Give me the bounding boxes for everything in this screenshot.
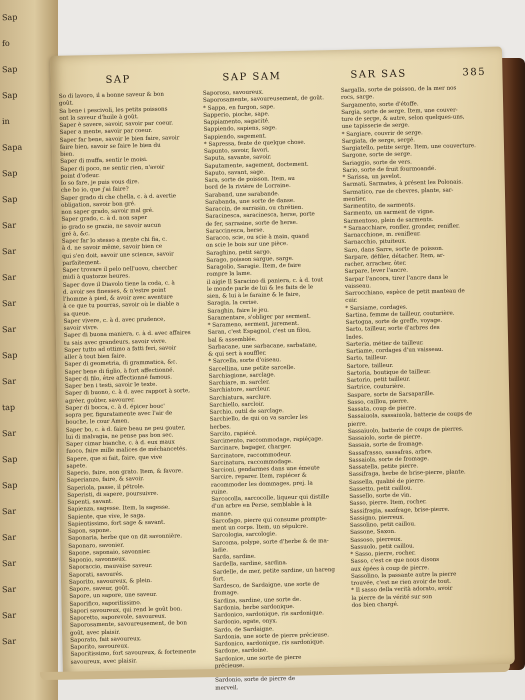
entry-line: Sarnacchio, pituiteux. [343, 238, 407, 247]
entry-line: Sarto, tailleur. [346, 355, 388, 363]
entry-line: Sartiame, cordages d'un vaisseau. [346, 346, 444, 355]
column-1 [58, 91, 196, 666]
page-number: 385 [462, 66, 487, 79]
entry-line: Saper trovare il pelo nell'uovo, chercher [62, 265, 178, 274]
entry-line: Sardelle, de mer, petite sardine, un hareng [212, 566, 336, 576]
entry-line: fort. [212, 576, 226, 583]
entry-line: Saracco, scie, ou scie à main, quand [205, 233, 309, 242]
entry-line: bien. [60, 151, 75, 158]
entry-line: Sardonia, herbe sardonique. [213, 603, 295, 612]
entry-line: aller à tout bien faire. [64, 353, 127, 361]
previous-page-fragment: Sar [1, 324, 17, 335]
entry-line: Sassaiola, sorte de fromage. [348, 455, 430, 464]
entry-line: Sargone, sorte de serge. [342, 151, 412, 160]
entry-line: * Sasso, pierre, rocher. [350, 550, 416, 558]
entry-line: Saragia, la cerise. [207, 299, 259, 308]
entry-line: Sarcimento, raccommodage, rapiéçage. [210, 436, 324, 445]
entry-line: Saper tutto ad ottimo a fatti feri, savoir [64, 345, 177, 354]
entry-line: l'homme à pied, & avoir avec aventure [63, 294, 173, 303]
previous-page-fragment: Sar [1, 532, 17, 543]
entry-line: * Sarameno, serment, jurement. [207, 320, 300, 329]
entry-line: Sapori savoureux, qui rend le goût bon. [69, 606, 183, 615]
entry-line: Saporoso, savoureux. [202, 89, 264, 97]
entry-line: Sassaia, sorte de fromage. [348, 441, 424, 450]
entry-line: Sarcellina, une petite sarcelle. [208, 364, 296, 373]
entry-line: Sarchiello, de qui on va sarcler les [209, 414, 308, 423]
entry-line: faire bien, savoir se faire le bien du [59, 142, 161, 151]
entry-line: Sarcito, rapiécé. [209, 430, 257, 438]
entry-line: Sarto, tailleur, sorte d'arbres des [345, 325, 440, 334]
entry-line: cuir. [345, 297, 358, 305]
entry-line: Saramentare, s'obliger par serment. [207, 313, 311, 322]
entry-line: Sarchiare, m. sarcler. [208, 379, 271, 387]
entry-line: * Sarnacchiare, ronfler, gronder, renifler. [343, 223, 460, 232]
entry-line: gré à, &c. [61, 230, 90, 238]
column-3 [340, 85, 477, 609]
entry-line: Sarmento, un sarment de vigne. [343, 209, 435, 218]
entry-line: Sarcire, reparer. Item, rapiécer & [210, 472, 307, 481]
entry-line: Saper bo, c. à d. faire beau ne peu gouter, [65, 424, 186, 434]
previous-page-edge [0, 0, 58, 700]
entry-line: * Sapressa, fente de quelque chose. [203, 139, 306, 148]
entry-line: Saspare, sorte de Sarsaparille. [347, 390, 435, 399]
entry-line: Sardesco, de Sardaigne, une sorte de [213, 581, 320, 590]
entry-line: obligation, savoir bon gré. [61, 200, 136, 209]
entry-line: de fer, sarrasine, sorte de herse. [205, 219, 298, 228]
entry-line: Saraghin, faire le jeu. [207, 306, 270, 315]
entry-line: Sassaiolo, sorte de pierre. [348, 434, 423, 442]
entry-line: Sassone, Saxon. [349, 529, 396, 537]
entry-line: Sapore, un sapore, une saveur. [69, 592, 158, 600]
entry-line: ruine. [211, 489, 229, 496]
previous-page-fragment: Sap [1, 480, 18, 491]
header-left: SAP [105, 74, 131, 86]
entry-line: Sarmati, Sarmates, à présent les Polonais. [342, 179, 464, 189]
entry-line: Sardella, sardine, sardina. [212, 560, 288, 568]
entry-line: Sapone, saponaio, savonnier. [68, 548, 151, 557]
entry-line: à d. ne savoir même, savoir bien ce [61, 243, 163, 253]
entry-line: Saper far lo stesso a mente chi fia, c. [61, 236, 168, 245]
header-middle: SAP SAM [222, 71, 282, 84]
entry-line: Sassatella, petite pierre. [348, 463, 419, 471]
entry-line: bord de la rivière de Lorraine. [204, 183, 291, 192]
entry-line: Sartina, femme de tailleur, couturière. [345, 310, 455, 319]
previous-page-fragment: tap [1, 402, 16, 413]
previous-page-fragment: Sar [1, 272, 17, 283]
previous-page-fragment: Sap [1, 64, 18, 75]
entry-line: Saracinesca, saracinesca, herse, porte [205, 211, 315, 221]
entry-line: fromage. [213, 590, 239, 597]
entry-line: Saper ben i testi, savoir le texte. [64, 381, 158, 390]
entry-line: * Sappa, en furgon, sape. [203, 103, 276, 112]
entry-line: ont la saveur d'huile à goût. [59, 113, 139, 122]
entry-line: Sassoso, pierreux. [350, 536, 403, 544]
entry-line: agréer, goûter, savourer. [65, 396, 136, 405]
entry-line: Sarago, poisson sargue, sarge. [206, 255, 294, 264]
entry-line: Saper vivere, c. à d. avec prudence, [63, 316, 166, 325]
entry-line: Saputa, savante, savoir. [204, 154, 272, 163]
entry-line: rompre la lame. [206, 271, 252, 279]
entry-line: Sasso, c'est ce que nous disons [350, 557, 440, 566]
entry-line: aux épées à coup de pierre. [350, 564, 430, 573]
entry-line: Saporito, savoureux. [70, 643, 130, 651]
entry-line: Indes. [345, 334, 364, 341]
entry-line: Sardonice, une sorte de pierre [214, 654, 302, 663]
entry-line: pierre. [347, 420, 367, 428]
entry-line: on scie le bois sur une pièce. [205, 241, 289, 250]
entry-line: Saran, c'est Espagnol, c'est un filou, [207, 327, 311, 337]
entry-line: Sarcinatura, raccommodage. [210, 458, 293, 467]
entry-line: Sarcocolla, sarcocolle, liqueur qui distille [211, 494, 330, 503]
previous-page-fragment: fo [1, 38, 10, 49]
entry-line: racher, arracher, ôter. [344, 260, 407, 268]
entry-line: Sartrice, couturière. [346, 383, 406, 392]
entry-line: sapete. [66, 463, 88, 470]
entry-line: racommoder les dommages, prej. la [210, 480, 313, 489]
previous-page-fragment: Sar [1, 376, 17, 387]
entry-line: Sarchiagione, sarclage. [208, 372, 276, 380]
entry-line: Saporosamente, savoureusement, de bon [69, 620, 188, 629]
entry-line: Sarmentito, de sarments. [343, 202, 416, 210]
entry-line: Saraccinesca, herse. [205, 227, 265, 235]
entry-line: Sartoria, boutique de tailleur. [346, 368, 431, 377]
entry-line: Saraghino, petit sargo. [206, 248, 272, 257]
entry-line: & qui sert à souffler. [208, 350, 267, 358]
entry-line: Sapientissimo, fort sage & savant. [67, 519, 166, 528]
entry-line: Saporosamente, savoureusement, de goût. [202, 95, 325, 105]
entry-line: Saper è savere, savoir, savoir par coeur. [59, 120, 174, 129]
entry-line: Sarrocchiano, espèce de petit manteau de [344, 288, 465, 297]
entry-line: Sappiendo, sapiens, sage. [203, 125, 277, 134]
entry-line: mentier. [343, 196, 367, 203]
entry-line: Sassello, sorte de vin. [349, 492, 412, 500]
entry-line: Sa bene i pescivoli, les petits poissons [59, 106, 168, 115]
entry-line: fuoco, faire mille malices de méchancetés. [66, 446, 188, 455]
entry-line: herbes. [209, 423, 232, 431]
entry-line: Saporitissimo, fort savoureux, & fortemente [70, 649, 196, 658]
entry-line: Saper dove il Diavolo tiene la coda, c. à [62, 279, 175, 289]
entry-line: Sapiente, que vive, le saga. [67, 512, 146, 521]
previous-page-fragment: Sar [1, 610, 17, 621]
entry-line: sa queue. [63, 310, 91, 318]
entry-line: Sarnacchione, m. renifleur. [343, 231, 421, 239]
entry-line: rocs, sarge. [340, 94, 375, 102]
entry-line: ture de serge, & autre, selon quelques-uns, [341, 114, 465, 123]
entry-line: à ce que tu pourras, savoir où le diable a [63, 301, 180, 311]
entry-line: ment un corps. Item, un sépulcre. [211, 523, 309, 532]
entry-line: Saper di muffa, sentir le moisi. [60, 157, 148, 166]
previous-page-fragment: Sar [1, 506, 17, 517]
entry-line: Sappiendo, sagement. [203, 132, 267, 141]
entry-line: Saper a mente, savoir par coeur. [59, 128, 153, 137]
column-2 [203, 88, 334, 692]
entry-line: Sardina, sardine, une sorte de. [213, 596, 302, 605]
entry-line: Sassata, coup de pierre. [347, 405, 417, 413]
entry-line: Sargamento, sorte d'étoffe. [341, 100, 419, 109]
entry-line: Saper di bocca, c. à d. épicer bouc' [65, 403, 165, 412]
entry-line: non saper grado, savoir mal gré. [61, 207, 154, 216]
entry-line: Sardo, de Sardaigne. [213, 625, 274, 634]
entry-line: Sardone, sardoine. [214, 647, 269, 655]
entry-line: Sassafrasso, sassafras, arbre. [348, 448, 433, 457]
previous-page-fragment: in [1, 116, 10, 127]
previous-page-fragment: Sap [1, 168, 18, 179]
entry-line: Saper di buono, c. à d. avec rapport à sorte, [65, 388, 191, 398]
entry-line: Sassaiuola, sassaiuola, batterie de coups de [347, 411, 473, 421]
entry-line: Sarchiatura, sarclure. [209, 393, 272, 402]
entry-line: * Sarissa, un javelot. [342, 173, 402, 181]
entry-line: Saporati, savourés. [68, 571, 124, 579]
entry-line: Sassifragia, saxifrage, brise-pierre. [349, 506, 450, 515]
entry-line: Sargiatello, petite serge. Item, une couverture. [341, 143, 477, 152]
entry-line: Sarcoma, polype, sorte d'herbe & de ma- [212, 537, 329, 547]
previous-page-fragment: Sar [1, 428, 17, 439]
entry-line: Saragolio, Saragie. Item, de faire [206, 262, 302, 271]
entry-line: So di lavoro, il a bonne saveur & bon [58, 91, 165, 100]
entry-line: Saper di buona maniera, c. à d. avec affaires [63, 330, 191, 340]
entry-line: Saponaro, savonier. [68, 542, 125, 550]
entry-line: Io so fare, je puis vous dire. [60, 179, 140, 187]
entry-line: Sassolino, la passante autre la pierre [350, 571, 457, 580]
entry-line: merveil. [215, 684, 239, 692]
entry-line: Sargiata, de serge, sergé. [341, 137, 416, 145]
entry-line: d. avoir ses finesses, & n'estre point [62, 287, 166, 296]
entry-line: Sarpar l'ancora, tirer l'ancre dans le [344, 274, 449, 283]
entry-line: Sarcologia, sarcologie. [212, 531, 277, 539]
entry-line: Saporaccio, mauvaise saveur. [68, 563, 153, 571]
entry-line: d'un arbre en Perse, semblable à la [211, 501, 312, 510]
entry-line: Saraband, une sarabande. [204, 190, 280, 199]
previous-page-fragment: Sap [1, 194, 18, 205]
entry-line: Sarbacane, une sarbacane, sarbatane, [208, 342, 317, 351]
entry-line: io grado se grazia, ne savoir aucun [61, 222, 162, 231]
entry-line: Saperianzo, faire, & savoir. [66, 476, 145, 484]
entry-line: Sasso, pierre. Item, rocher. [349, 499, 427, 508]
entry-line: Sarcioni, gendarmes dans une émeute [210, 465, 320, 474]
entry-line: Sapunto, savoir, favori. [203, 147, 270, 155]
entry-line: * Sarsiame, cordages. [345, 304, 408, 312]
entry-line: Saperisti, di sapere, poursuivre. [67, 490, 159, 499]
entry-line: Sardonio, sorte de pierre de [215, 676, 296, 684]
entry-line: Sassuolo, petit caillou. [350, 543, 415, 551]
entry-line: Sapienza, sagesse. Item, la sagesse. [67, 504, 171, 513]
entry-line: goût. [58, 100, 74, 108]
entry-line: tu sais avec grandeurs, savoir vivre. [63, 338, 167, 347]
entry-line: goût, avec plaisir. [70, 629, 121, 637]
previous-page-fragment: Sar [1, 558, 17, 569]
entry-line: Sartore, tailleur. [346, 362, 394, 370]
entry-line: Saper di poco, ne sentir rien, n'avoir [60, 164, 165, 173]
entry-line: Sardonico, sardonique, ris sardonique. [214, 639, 325, 648]
entry-line: point d'odeur. [60, 172, 100, 180]
entry-line: ladie. [212, 547, 229, 554]
previous-page-fragment: Sap [1, 350, 18, 361]
entry-line: * Sargiare, couvrir de serge. [341, 129, 423, 138]
previous-page-fragment: Sapa [1, 142, 23, 153]
entry-line: Sarpare, lever l'ancre. [344, 267, 409, 276]
previous-page-fragment: Sap [1, 12, 18, 23]
entry-line: Saperiola, passe, il pétrole. [66, 483, 145, 492]
entry-line: Saper grado, c. à d. non saper [61, 215, 148, 224]
entry-line: Sarabanda, une sorte de danse. [205, 197, 296, 206]
entry-line: Sapore, saveur, goût. [69, 585, 130, 593]
entry-line: Sardonio, agate, onyx. [213, 618, 278, 626]
entry-line: Sardonico, sardonique, ris sardonique. [213, 610, 324, 619]
entry-line: Sassigno, pierreux. [349, 514, 405, 522]
entry-line: Sara, sorte de poisson. Item, au [204, 175, 295, 184]
entry-line: trouvée, c'est ne rien avoir de tout. [351, 578, 452, 587]
entry-line: * Il sasso della verità adorato, avoir [351, 585, 453, 595]
entry-line: che ho io, que j'ai faire? [60, 186, 129, 195]
previous-page-fragment: Sar [1, 220, 17, 231]
header-right: SAR SAS [350, 68, 407, 81]
entry-line: Sarchiatore, sarcleur. [208, 386, 271, 394]
entry-line: savoir vivre. [63, 325, 99, 332]
entry-line: parfaitement. [62, 259, 101, 267]
entry-line: Saper di filo, être affectionné famous. [64, 374, 173, 383]
entry-line: Sarteria, métier de tailleur. [346, 339, 424, 348]
previous-page-fragment: Sap [1, 454, 18, 465]
previous-page-fragment: Sap [1, 90, 18, 101]
entry-line: Sapperio, pioche, sape. [203, 111, 270, 119]
entry-line: Sarchiello, sarcloir. [209, 401, 265, 409]
entry-line: Sapenti, savant. [67, 498, 114, 506]
entry-line: Sariaggio, sorte de vers. [342, 158, 412, 167]
entry-line: précieuse. [214, 662, 245, 670]
entry-line: Sargalla, sorte de poisson, de la mer nos [340, 85, 457, 94]
entry-line: Sassolino, petit caillou. [349, 521, 416, 529]
previous-page-fragment: Sar [1, 246, 17, 257]
entry-line: dos bien chargé. [351, 601, 399, 609]
entry-line: savoureux, avec plaisir. [70, 657, 138, 666]
entry-line: Sarpare, défiler, détacher. Item, ar- [344, 252, 445, 261]
entry-line: Saporito, savoureux, & plein. [68, 577, 153, 586]
entry-line: la pierre de la vérité sur son [351, 593, 433, 602]
previous-page-fragment: Sar [1, 636, 17, 647]
entry-line: lui di malvagia, ne pense pas bon sec. [65, 432, 174, 441]
entry-line: * Sarcella, sorte d'oiseau. [208, 357, 282, 365]
entry-line: Sarmentoso, plein de sarments. [343, 216, 434, 225]
entry-line: Sarda, sardine. [212, 553, 256, 561]
entry-line: qui s'en doit, savoir une science, savoir [62, 250, 174, 260]
entry-line: Saporifico, saporitissimo. [69, 599, 142, 608]
entry-line: le monde parle de lui & les faits de le [206, 284, 314, 293]
entry-line: Sardonia, une sorte de pierre précieuse. [214, 632, 330, 641]
entry-line: Sarcinatore, raccommodeur. [210, 451, 292, 460]
entry-line: Sarcinare, bagager, charger. [210, 444, 292, 452]
entry-line: Sartorio, petit tailleur. [346, 376, 411, 384]
entry-line: Sassifraga, herbe de brise-pierre, plante. [348, 469, 466, 479]
entry-line: Saperio, faire, non grato. Item, & favore. [66, 468, 184, 477]
entry-line: Saraccin, de sarrasin, ou chrétien. [205, 204, 304, 213]
entry-line: Sassella, qualité de pierre. [348, 477, 425, 486]
entry-line: Sarcofago, pierre qui consume prompte- [211, 516, 327, 525]
entry-line: bouche, le cour Amen. [65, 418, 130, 427]
entry-line: Saper bene di figlio, à fort affectionné. [64, 366, 175, 376]
entry-line: Saper far bene, savoir le bien faire, savoir [59, 134, 180, 144]
entry-line: Saper grado di che chella, c. à d. avertie [60, 192, 177, 202]
dictionary-page [50, 47, 515, 692]
entry-line: il aigie Il Saracino di paniera, c. à d. tout [206, 276, 324, 286]
previous-page-fragment: Sar [1, 298, 17, 309]
entry-line: une tapisserie de serge. [341, 122, 410, 131]
entry-line: Sasso, caillou, pierre. [347, 398, 409, 406]
previous-page-fragment: Sar [1, 584, 17, 595]
entry-line: Sapon, sapone. [67, 527, 112, 535]
entry-line: Sario, sorte de fruit fourmoandé. [342, 165, 437, 174]
entry-line: Saponio, savonneux. [68, 556, 127, 564]
entry-line: Sarmatico, rue de chevres, plante, sar- [342, 187, 454, 196]
entry-line: Saputo, savant, sage. [204, 169, 266, 177]
entry-line: midi à quatorze heures. [62, 273, 131, 282]
entry-line: Sargia, sorte de serge. Item, une couver- [341, 107, 458, 116]
entry-line: Saper cimar bianche, c. à d. eux maux [66, 439, 175, 448]
entry-line: vaisseau. [344, 283, 372, 290]
entry-line: Saporato, fait savoureux. [70, 635, 142, 644]
entry-line: sopra per, figuratamente avec l'air de [65, 410, 173, 419]
entry-line: Sassetto, petit caillou. [349, 485, 413, 493]
entry-line: Saporetto, saporevole, savoureux. [69, 613, 167, 622]
entry-line: Saro, dans Sarre, sorte de poisson. [344, 245, 444, 254]
entry-line: Sarchio, outil de sarclage. [209, 408, 284, 416]
entry-line: Sapere, que si fait, faire, que vive [66, 454, 163, 463]
entry-line: Sappiamento, sagacité. [203, 118, 270, 126]
entry-line: Saper di geometria, di grammatica, &c. [64, 359, 178, 369]
entry-line: bal & assemblée. [207, 336, 257, 344]
entry-line: Saputamente, sagement, doctement. [204, 161, 309, 170]
entry-line: sien, & lui à le faraine & le faire, [207, 291, 301, 300]
entry-line: manne. [211, 510, 233, 518]
entry-line: Saponaria, herbe que on dit savonnière. [68, 533, 183, 542]
entry-line: Sassaiuolo, batterie de coups de pierres. [347, 426, 464, 435]
entry-line: Sartogna, sorte de greffe, voyage. [345, 317, 443, 326]
